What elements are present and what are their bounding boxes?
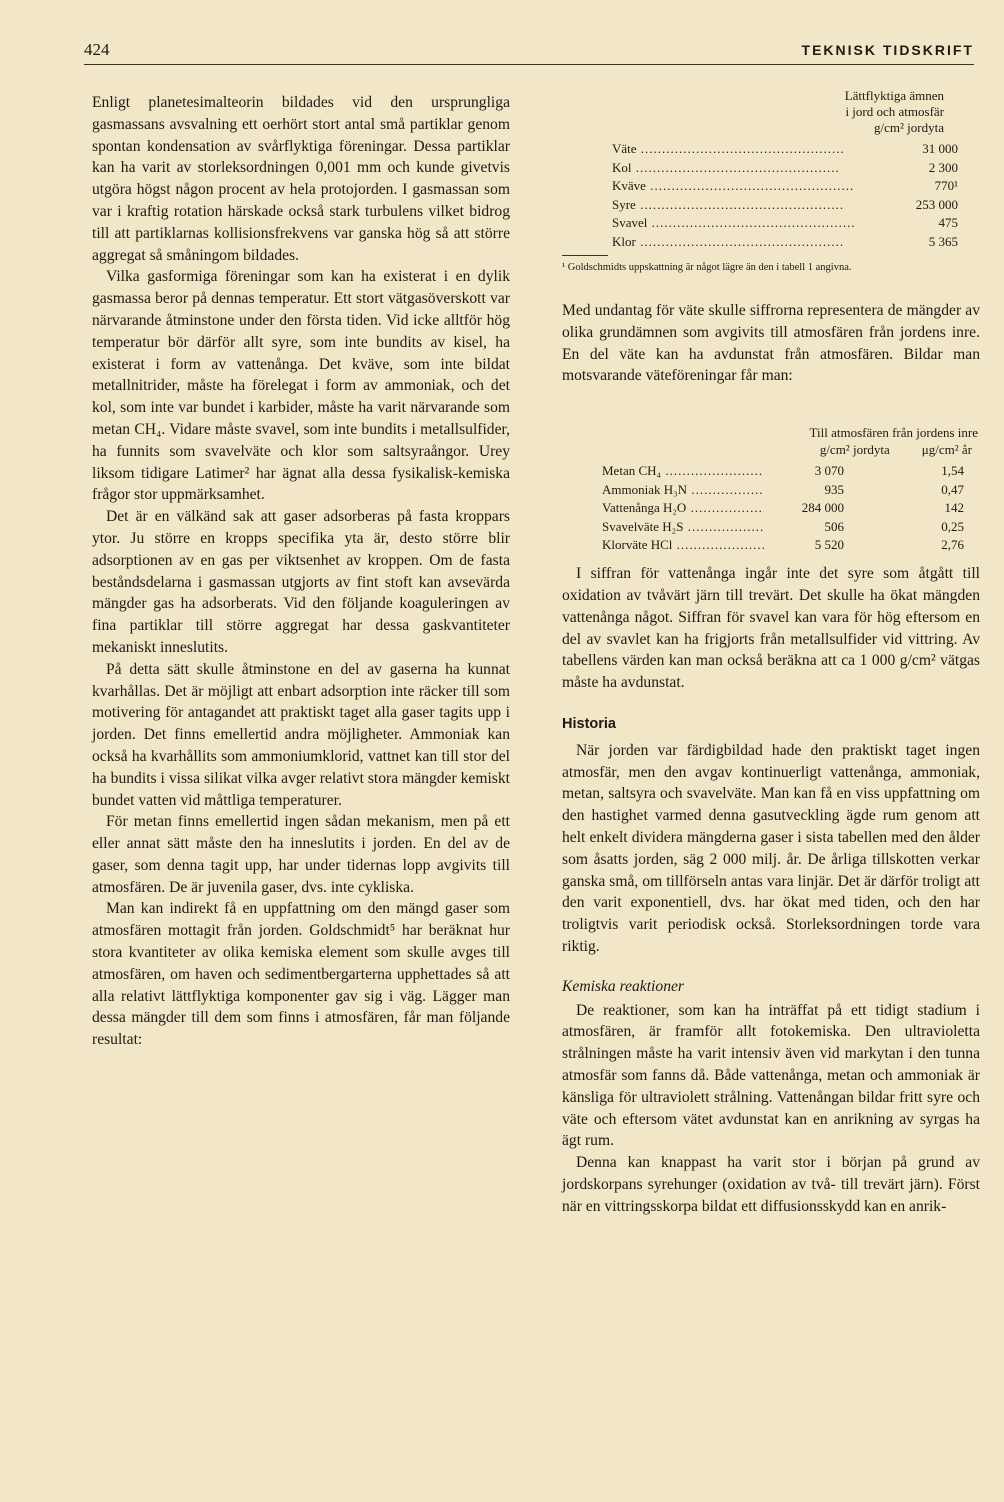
row-label: Vattenånga H₂O ..... — [602, 500, 764, 516]
paragraph: Enligt planetesimalteorin bildades vid den ursprungliga gasmassans avsvalning ett oerhört stort antal små partiklar genom spontan kondensation av svårflyktiga föreningar. Dessa partiklar kan ha varit av storleksordningen 0,001 mm och kunde givetvis utgöra högst någon procent av hela protojorden. I gasmassan som var i kraftig rotation härskade också stark turbulens vilket bidrog till att partiklarnas kollisionsfrekvens var ganska hög så att större aggregat så småningom bildades. — [92, 94, 510, 264]
table-row — [602, 462, 978, 481]
row-label: Svavel ..... — [562, 215, 872, 231]
journal-name: TEKNISK TIDSKRIFT — [801, 42, 974, 58]
row-value: 0,47 — [941, 481, 964, 497]
row-value: 2,76 — [941, 537, 964, 553]
row-value: 3 070 — [814, 463, 844, 479]
table-row — [562, 196, 982, 215]
row-value: 253 000 — [915, 196, 958, 212]
paragraph: Det är en välkänd sak att gaser adsorberas på fasta kroppars ytor. Ju större en kropps specifika yta är, desto större blir adsorptionen av en gas per viktsenhet av kroppen. Om de fasta beståndsdelarna i gasmassan utgjorts av fint stoft kan avsevärda mängder gas ha adsorberats. Vid den följande koaguleringen av fina partiklar till större aggregat har dessa gaskvantiteter mekaniskt inneslutits. — [92, 508, 510, 656]
row-value: 475 — [938, 215, 958, 231]
row-value: 0,25 — [941, 518, 964, 534]
paragraph: Vilka gasformiga föreningar som kan ha existerat i en dylik gasmassa beror på dennas temperatur. Ett stort vätgasöverskott var närvarande åtminstone under den första tiden. Vid icke alltför hög temperatur bör därför allt syre, som inte bundits av kisel, ha existerat i form av vattenånga. Det kväve, som inte bildat metallnitrider, måste ha förelegat i form av ammoniak, och det kol, som inte var bundet i karbider, måste ha varit närvarande som metan CH₄. Vidare måste svavel, som inte bundits i metallsulfider, ha funnits som svavelväte och klor som saltsyraångor. Urey liksom tidigare Latimer² har ägnat alla dessa fysikalisk-kemiska frågor stor uppmärksamhet. — [92, 268, 510, 504]
table-header — [562, 88, 982, 136]
table-units — [602, 441, 978, 458]
row-label: Kol ..... — [562, 160, 872, 176]
table-header-line: i jord och atmosfär — [845, 104, 944, 119]
table-row — [602, 518, 978, 537]
paragraph: På detta sätt skulle åtminstone en del av gaserna ha kunnat kvarhållas. Det är möjligt att enbart adsorption inte räcker till som motivering för antagandet att praktiskt taget alla gaser tagits upp i jorden. Det finns emellertid andra möjligheter. Ammoniak kan också ha kvarhållits som ammoniumklorid, vattnet kan till stor del ha bundits i vissa silikat vilka avger relativt stora mängder kemiskt bundet vatten vid måttliga temperaturer. — [92, 660, 510, 809]
table-row — [562, 177, 982, 196]
table-header-line: g/cm² jordyta — [874, 120, 944, 135]
subsection-heading: Kemiska reaktioner — [562, 977, 684, 995]
row-label: Ammoniak H₃N ..... — [602, 482, 764, 498]
table-header — [602, 424, 978, 458]
row-value: 2 300 — [928, 159, 958, 175]
row-value: 284 000 — [801, 500, 844, 516]
unit-label: μg/cm² år — [921, 442, 972, 457]
row-label: Klor ..... — [562, 234, 872, 250]
hydrogen-compounds-table — [602, 424, 978, 555]
page-number: 424 — [84, 40, 110, 59]
unit-label: g/cm² jordyta — [819, 442, 890, 457]
row-value: 506 — [824, 518, 844, 534]
table-header-line: Lättflyktiga ämnen — [844, 88, 944, 103]
table-row — [602, 536, 978, 555]
page-header — [84, 38, 974, 65]
row-label: Metan CH₄ ..... — [602, 463, 764, 479]
row-value: 770¹ — [934, 178, 958, 194]
left-column — [92, 92, 510, 1051]
row-value: 5 520 — [814, 537, 844, 553]
table-row — [562, 159, 982, 178]
table-row — [562, 233, 982, 252]
row-value: 1,54 — [941, 463, 964, 479]
table-footnote: ¹ Goldschmidts uppskattning är något lägre än den i tabell 1 angivna. — [562, 262, 852, 273]
section-heading: Historia — [562, 715, 616, 732]
row-value: 31 000 — [922, 141, 958, 157]
paragraph: Man kan indirekt få en uppfattning om den mängd gaser som atmosfären mottagit från jorden. Goldschmidt⁵ har beräknat hur stora kvantiteter av olika kemiska element som skulle avges till atmosfären, om haven och sedimentbergarterna upphettades så att alla relativt lättflyktiga komponenter gav sig i väg. Lägger man dessa mängder till dem som finns i atmosfären, får man följande resultat: — [92, 900, 510, 1049]
row-value: 935 — [824, 481, 844, 497]
table-row — [602, 499, 978, 518]
table-row — [562, 214, 982, 233]
row-label: Svavelväte H₂S ..... — [602, 519, 764, 535]
row-label: Syre ..... — [562, 197, 872, 213]
table-row — [562, 140, 982, 159]
table-header-line: Till atmosfären från jordens inre — [809, 425, 978, 440]
volatile-elements-table — [562, 88, 982, 273]
paragraph: De reaktioner, som kan ha inträffat på ett tidigt stadium i atmosfären, är framför allt fotokemiska. Den ultravioletta strålningen måste ha varit intensiv även vid markytan i den tunna atmosfär som fanns då. Både vattenånga, metan och ammoniak är känsliga för ultraviolett strålning. Vattenångan bildar fritt syre och väte och eftersom vätet avdunstat kan en anrikning av syrgas ha ägt rum. — [562, 1001, 980, 1150]
row-label: Väte ..... — [562, 141, 872, 157]
row-value: 142 — [944, 500, 964, 516]
paragraph: För metan finns emellertid ingen sådan mekanism, men på ett eller annat sätt måste den ha inneslutits i jorden. En del av de gaser, som denna tagit upp, har under tidernas lopp avgivits till atmosfären. De är juvenila gaser, dvs. inte cykliska. — [92, 813, 510, 896]
paragraph: Med undantag för väte skulle siffrorna representera de mängder av olika grundämnen som avgivits till atmosfären från jordens inre. En del väte kan ha avdunstat från atmosfären. Bildar man motsvarande väteföreningar får man: — [562, 302, 980, 385]
paragraph: När jorden var färdigbildad hade den praktiskt taget ingen atmosfär, men den avgav kontinuerligt vattenånga, ammoniak, metan, saltsyra och svavelväte. Man kan få en viss uppfattning om den hastighet varmed denna gasutveckling ägde rum genom att helt enkelt dividera mängderna gaser i sista tabellen med den ålder som åsatts jorden, säg 2 000 milj. år. De årliga tillskotten verkar ganska små, om tillförseln antas vara linjär. Det är därför troligt att den varit exponentiell, dvs. har ökat med tiden, och den har troligtvis varit periodisk också. Storleksordningen torde vara riktig. — [562, 741, 980, 955]
row-label: Kväve ..... — [562, 178, 872, 194]
paragraph: I siffran för vattenånga ingår inte det syre som åtgått till oxidation av tvåvärt järn till trevärt. Det skulle ha ökat mängden vattenånga något. Siffran för svavel kan vara för hög eftersom en del av svavlet kan ha frigjorts från metallsulfider vid vittring. Av tabellens värden kan man också beräkna att ca 1 000 g/cm² vätgas måste ha avdunstat. — [562, 565, 980, 692]
row-label: Klorväte HCl ..... — [602, 537, 764, 553]
footnote-rule — [562, 255, 608, 256]
paragraph: Denna kan knappast ha varit stor i början på grund av jordskorpans syrehunger (oxidation av två- till trevärt järn). Först när en vittringsskorpa bildat ett diffusionsskydd kan en anrik- — [562, 1154, 980, 1215]
table-row — [602, 481, 978, 500]
row-value: 5 365 — [928, 233, 958, 249]
